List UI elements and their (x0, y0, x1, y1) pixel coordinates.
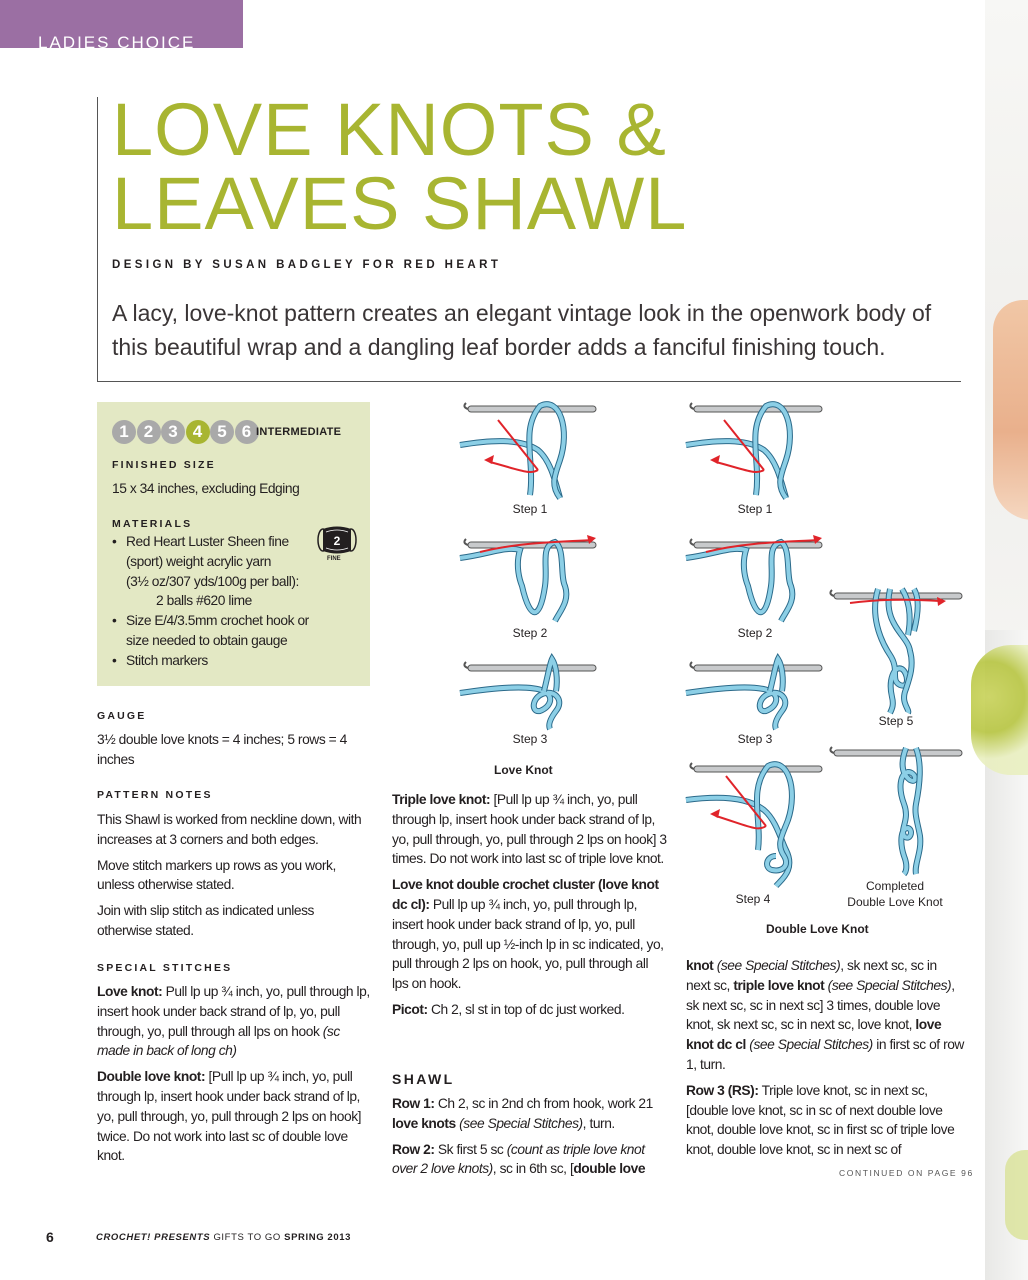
skill-dot-active: 4 (186, 420, 210, 444)
material-yarn-color: 2 balls #620 lime (156, 593, 252, 609)
double-love-knot-step-5-label: Step 5 (878, 714, 914, 728)
double-love-knot-step-3-diagram (686, 655, 826, 730)
shawl-row-3: Row 3 (RS): Triple love knot, sc in next sc, [double love knot, sc in sc of next double love knot, double love knot, sc in first sc of triple love knot, double love knot, sc in next sc of (686, 1082, 955, 1158)
material-hook: • Size E/4/3.5mm crochet hook or size needed to obtain gauge (112, 611, 322, 651)
pattern-note: This Shawl is worked from neckline down, with increases at 3 corners and both edges. (97, 812, 362, 847)
love-knot-step-2-label: Step 2 (512, 626, 548, 640)
yarn-weight-icon (317, 526, 357, 554)
love-knot-caption: Love Knot (494, 763, 553, 777)
love-knot-step-3-diagram (460, 655, 600, 730)
skill-dot: 1 (112, 420, 136, 444)
stitch-love-knot-dc-cluster: Love knot double crochet cluster (love knot dc cl): Pull lp up ¾ inch, yo, pull through lp, insert hook under back strand of lp, yo, pull through, yo, pull up ½-inch lp in sc indicated, yo, pull through 2 lps on hook, yo, pull through all lps on hook. (392, 877, 664, 992)
yarn-weight-label: FINE (327, 556, 341, 562)
title-line-1: LOVE KNOTS & (112, 88, 667, 171)
double-love-knot-step-4-diagram (686, 760, 826, 888)
love-knot-step-1-label: Step 1 (512, 502, 548, 516)
title-line-2: LEAVES SHAWL (112, 162, 688, 245)
pattern-notes-heading: PATTERN NOTES (97, 789, 213, 801)
material-markers: • Stitch markers (112, 651, 322, 671)
special-stitches-heading: SPECIAL STITCHES (97, 962, 233, 974)
love-knot-step-3-label: Step 3 (512, 732, 548, 746)
skill-level-dots (112, 420, 259, 444)
completed-double-love-knot-label: Completed Double Love Knot (847, 879, 943, 909)
skill-dot: 5 (210, 420, 234, 444)
finished-size-heading: FINISHED SIZE (112, 459, 216, 471)
yarn-weight-number: 2 (333, 534, 341, 548)
skill-dot: 2 (137, 420, 161, 444)
double-love-knot-step-5-diagram (830, 585, 962, 713)
finished-size-text: 15 x 34 inches, excluding Edging (112, 481, 300, 496)
continued-note: CONTINUED ON PAGE 96 (839, 1168, 974, 1178)
magazine-footer: CROCHET! PRESENTS GIFTS TO GO SPRING 2013 (96, 1232, 351, 1243)
shawl-photo (985, 0, 1028, 1280)
shawl-row-1: Row 1: Ch 2, sc in 2nd ch from hook, work 21 love knots (see Special Stitches), turn. (392, 1096, 653, 1131)
skill-level-label: INTERMEDIATE (256, 426, 342, 438)
designer-byline: DESIGN BY SUSAN BADGLEY FOR RED HEART (112, 259, 502, 271)
materials-list (112, 532, 322, 671)
completed-double-love-knot-diagram (830, 744, 962, 874)
shawl-row-2: Row 2: Sk first 5 sc (count as triple love knot over 2 love knots), sc in 6th sc, [double love (392, 1141, 646, 1177)
double-love-knot-step-2-label: Step 2 (737, 626, 773, 640)
pattern-notes (97, 810, 365, 947)
double-love-knot-step-1-diagram (686, 400, 826, 505)
special-stitches-left (97, 982, 373, 1172)
section-tab (0, 0, 243, 52)
double-love-knot-step-4-label: Step 4 (735, 892, 771, 906)
double-love-knot-step-1-label: Step 1 (737, 502, 773, 516)
double-love-knot-step-2-diagram (686, 536, 826, 626)
title-rule-horizontal (97, 381, 961, 382)
special-stitches-middle (392, 790, 667, 1026)
stitch-love-knot: Love knot: Pull lp up ¾ inch, yo, pull through lp, insert hook under back strand of lp, yo, pull through, yo, pull through all lps on hook (sc made in back of long ch) (97, 984, 370, 1059)
double-love-knot-step-3-label: Step 3 (737, 732, 773, 746)
shawl-heading: SHAWL (392, 1071, 455, 1087)
gauge-heading: GAUGE (97, 710, 147, 722)
materials-heading: MATERIALS (112, 518, 193, 530)
pattern-note: Join with slip stitch as indicated unless otherwise stated. (97, 903, 314, 938)
stitch-double-love-knot: Double love knot: [Pull lp up ¾ inch, yo, pull through lp, insert hook under back strand of lp, yo, pull through, yo, pull through 2 lps on hook] twice. Do not work into last sc of double love knot. (97, 1069, 362, 1164)
double-love-knot-caption: Double Love Knot (766, 922, 869, 936)
skill-dot: 3 (161, 420, 185, 444)
stitch-triple-love-knot: Triple love knot: [Pull lp up ¾ inch, yo, pull through lp, insert hook under back strand of lp, yo, pull through, yo, pull through 2 lps on hook] 3 times. Do not work into last sc of triple love knot. (392, 792, 667, 867)
section-tab-label: LADIES CHOICE (38, 33, 196, 52)
love-knot-step-2-diagram (460, 536, 600, 626)
pattern-note: Move stitch markers up rows as you work, unless otherwise stated. (97, 857, 336, 893)
shawl-row-2-continued: knot (see Special Stitches), sk next sc, sc in next sc, triple love knot (see Special Stitches), sk next sc, sc in next sc] 3 times, double love knot, sk next sc, sc in next sc, love knot, love knot dc cl (see Special Stitches) in first sc of row 1, turn. (686, 958, 964, 1072)
stitch-picot: Picot: Ch 2, sl st in top of dc just worked. (392, 1001, 625, 1017)
page-title (112, 88, 688, 245)
shawl-rows-right (686, 956, 964, 1166)
title-rule-vertical (97, 97, 98, 382)
skill-dot: 6 (235, 420, 259, 444)
love-knot-step-1-diagram (460, 400, 600, 505)
gauge-text: 3½ double love knots = 4 inches; 5 rows = 4 inches (97, 732, 347, 767)
shawl-rows-middle (392, 1094, 667, 1185)
page-number: 6 (46, 1229, 54, 1245)
material-yarn: • Red Heart Luster Sheen fine (sport) weight acrylic yarn (3½ oz/307 yds/100g per ball): 2 balls #620 lime (112, 532, 322, 611)
intro-paragraph: A lacy, love-knot pattern creates an elegant vintage look in the openwork body of this beautiful wrap and a dangling leaf border adds a fanciful finishing touch. (112, 300, 932, 360)
